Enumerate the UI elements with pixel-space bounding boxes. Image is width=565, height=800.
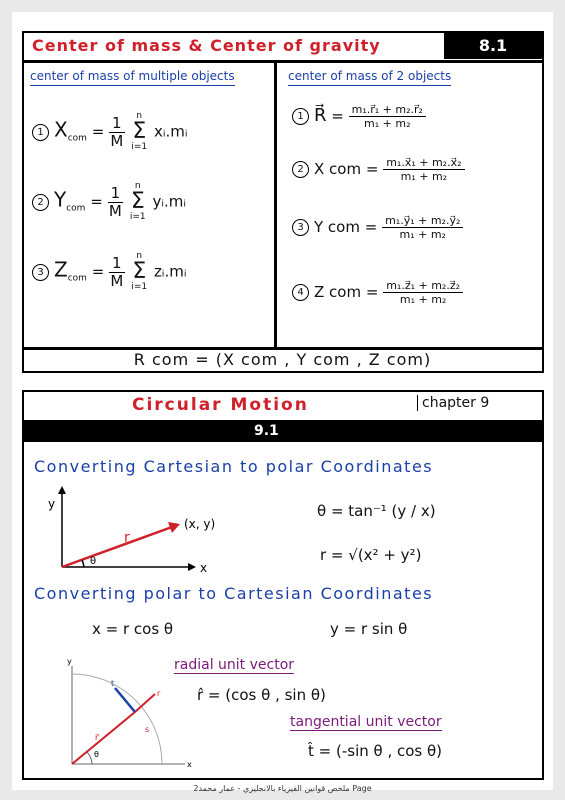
tangential-label: tangential unit vector: [290, 714, 442, 730]
section2-code: 9.1: [24, 420, 542, 442]
y-two-objects-formula: 3 Y com = $\frac{\text{m₁.y⃗₁ + m₂.y⃗₂}}{\text{m₁ + m₂}}$: [292, 215, 463, 240]
small-t-label: t: [111, 679, 115, 688]
x-two-objects-formula: 2 X com = $\frac{\text{m₁.x⃗₁ + m₂.x⃗₂}}{\text{m₁ + m₂}}$: [292, 157, 465, 182]
radial-formula: r̂ = (cos θ , sin θ): [197, 686, 326, 704]
small-theta-label: θ: [94, 750, 99, 759]
r-vector: [62, 527, 172, 567]
divider-h1: [22, 60, 544, 63]
tangential-formula: t̂ = (-sin θ , cos θ): [308, 742, 443, 760]
position-vector: [72, 712, 135, 764]
r-formula: r = √(x² + y²): [320, 546, 422, 564]
radial-label: radial unit vector: [174, 657, 295, 673]
small-theta-arc: [87, 752, 92, 764]
x-rcos-formula: x = r cos θ: [92, 620, 174, 638]
section1-title: Center of mass & Center of gravity: [32, 36, 381, 55]
theta-arc: [82, 560, 84, 567]
chapter-label: chapter 9: [417, 395, 489, 411]
theta-label: θ: [90, 556, 97, 567]
unit-vector-graph: [37, 652, 197, 772]
axis-y-label: y: [48, 497, 56, 511]
rcom-vector-formula: R com = (X com , Y com , Z com): [133, 350, 432, 369]
ycom-formula: 2 $Y_{com}$ = $\frac{1}{M}$ n Σ i=1 yᵢ.mᵢ: [32, 182, 186, 222]
small-rvec-label: r⃗: [95, 733, 99, 742]
right-heading: center of mass of 2 objects: [288, 69, 451, 86]
page-sheet: [12, 12, 553, 793]
r-label: r: [124, 530, 130, 546]
divider-v: [274, 60, 277, 348]
zcom-formula: 3 $Z_{com}$ = $\frac{1}{M}$ n Σ i=1 zᵢ.mᵢ: [32, 252, 187, 292]
page-footer: ملخص قوانين الفيزياء بالانجليزي - عمار محمد2 Page: [193, 784, 372, 793]
theta-formula: θ = tan⁻¹ (y / x): [317, 502, 436, 520]
small-r-label: r: [157, 689, 161, 698]
y-axis-arrowhead: [58, 486, 66, 494]
x-axis-arrowhead: [188, 563, 196, 571]
xcom-formula: 1 $X_{com}$ = $\frac{1}{M}$ n Σ i=1 xᵢ.mᵢ: [32, 112, 188, 152]
polar-to-cartesian-heading: Converting polar to Cartesian Coordinates: [34, 584, 434, 603]
z-two-objects-formula: 4 Z com = $\frac{\text{m₁.z⃗₁ + m₂.z⃗₂}}{\text{m₁ + m₂}}$: [292, 280, 463, 305]
r-two-objects-formula: 1 R⃗ = $\frac{\text{m₁.r⃗₁ + m₂.r⃗₂}}{\text{m₁ + m₂}}$: [292, 104, 426, 129]
y-rsin-formula: y = r sin θ: [330, 620, 408, 638]
point-label: (x, y): [184, 517, 216, 531]
small-x-label: x: [187, 760, 192, 769]
left-heading: center of mass of multiple objects: [30, 69, 235, 86]
small-y-label: y: [67, 657, 72, 666]
polar-graph: [32, 482, 242, 577]
section2-title: Circular Motion: [132, 395, 309, 415]
section1-code: 8.1: [444, 33, 542, 59]
axis-x-label: x: [200, 561, 208, 575]
cartesian-to-polar-heading: Converting Cartesian to polar Coordinates: [34, 457, 434, 476]
quarter-circle: [72, 674, 162, 764]
small-s-label: s: [145, 725, 150, 734]
